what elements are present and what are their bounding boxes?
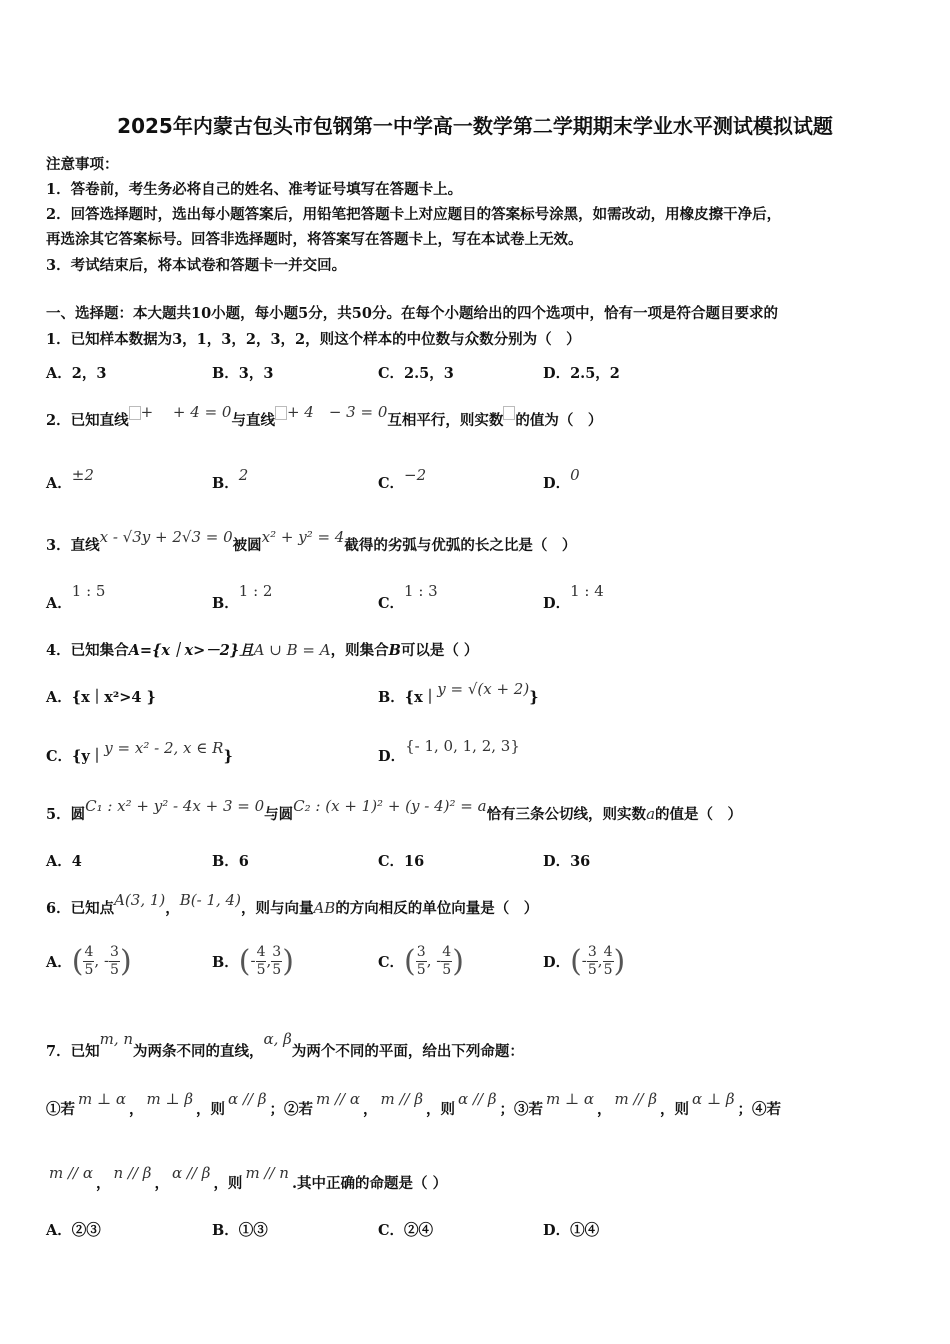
q4-option-b[interactable] xyxy=(378,680,539,707)
fraction: $\frac{4}{5}$ xyxy=(603,944,613,978)
q2-text-2: 与直线 xyxy=(231,412,275,429)
q6-text-4: 的方向相反的单位向量是（ ） xyxy=(335,900,539,917)
page-title: 2025年内蒙古包头市包钢第一中学高一数学第二学期期末学业水平测试模拟试题 xyxy=(117,114,833,138)
proposition-expr: α // β xyxy=(171,1164,211,1182)
proposition-text: ；②若 xyxy=(269,1101,313,1118)
q6-point-b: B(- 1, 4) xyxy=(179,891,241,909)
q2-expr-1: + + 4 = 0 xyxy=(140,403,232,421)
q3-expr-circle: x² + y² = 4 xyxy=(261,528,345,546)
proposition-text: ， xyxy=(96,1175,111,1192)
proposition-text: ， xyxy=(129,1101,144,1118)
separator: , - xyxy=(426,951,442,970)
option-letter: D． xyxy=(378,748,406,765)
q5-option-c[interactable]: C．16 xyxy=(378,853,425,870)
q4-text-1: 4．已知集合 xyxy=(46,642,129,659)
proposition-expr: m // β xyxy=(380,1090,424,1108)
q7-option-b[interactable]: B．①③ xyxy=(212,1222,268,1239)
q6-option-a[interactable]: A．( $\frac{4}{5}$ , - $\frac{3}{5}$ ) xyxy=(46,944,132,979)
proposition-expr: m ⊥ α xyxy=(78,1090,126,1108)
notice-item-3: 3．考试结束后，将本试卷和答题卡一并交回。 xyxy=(46,257,347,274)
option-value: 1 : 5 xyxy=(71,582,106,600)
q7-text-2: 为两条不同的直线， xyxy=(133,1043,264,1060)
option-letter: D． xyxy=(543,595,571,612)
fraction: $\frac{4}{5}$ xyxy=(256,944,266,978)
option-letter: B． xyxy=(212,954,239,971)
option-value: {- 1, 0, 1, 2, 3} xyxy=(405,737,520,755)
option-letter: C．{y｜ xyxy=(46,748,105,765)
q5-circle-2: C₂ : (x + 1)² + (y - 4)² = a xyxy=(293,797,487,815)
proposition-text: ，则 xyxy=(213,1175,243,1192)
question-7-propositions-cont xyxy=(46,1164,453,1193)
fraction: $\frac{3}{5}$ xyxy=(416,944,426,978)
q3-option-a[interactable] xyxy=(46,582,106,613)
proposition-text: ；③若 xyxy=(499,1101,543,1118)
proposition-text: ；④若 xyxy=(737,1101,781,1118)
q7-lines: m, n xyxy=(99,1030,134,1048)
notice-item-2: 2．回答选择题时，选出每小题答案后，用铅笔把答题卡上对应题目的答案标号涂黑，如需改动，用橡皮擦干净后， xyxy=(46,206,782,223)
separator: , - xyxy=(94,951,110,970)
q5-text-4: 的值是（ ） xyxy=(655,806,743,823)
q2-option-d[interactable] xyxy=(543,466,580,493)
q7-text-1: 7．已知 xyxy=(46,1043,100,1060)
proposition-expr: α // β xyxy=(458,1090,497,1108)
q7-option-d[interactable]: D．①④ xyxy=(543,1222,600,1239)
proposition-expr: α // β xyxy=(228,1090,267,1108)
option-letter: A． xyxy=(46,595,72,612)
q6-point-a: A(3, 1) xyxy=(114,891,166,909)
proposition-expr: n // β xyxy=(113,1164,152,1182)
proposition-expr: m // α xyxy=(49,1164,93,1182)
fraction: $\frac{4}{5}$ xyxy=(442,944,452,978)
q1-option-d[interactable]: D．2.5，2 xyxy=(543,365,620,382)
q3-option-b[interactable] xyxy=(212,582,273,613)
proposition-expr: m // α xyxy=(316,1090,360,1108)
option-value: y = √(x + 2) xyxy=(437,680,530,698)
proposition-text: ， xyxy=(154,1175,169,1192)
separator: , xyxy=(266,951,272,970)
q6-text-1: 6．已知点 xyxy=(46,900,115,917)
proposition-text: ， xyxy=(363,1101,378,1118)
option-letter: A． xyxy=(46,475,72,492)
proposition-text: ①若 xyxy=(46,1101,75,1118)
q2-text-1: 2．已知直线 xyxy=(46,412,129,429)
q2-option-a[interactable] xyxy=(46,466,94,493)
q5-option-b[interactable]: B．6 xyxy=(212,853,249,870)
proposition-expr: m ⊥ α xyxy=(546,1090,594,1108)
q1-option-a[interactable]: A．2，3 xyxy=(46,365,107,382)
question-6-stem xyxy=(46,891,539,918)
option-letter: C． xyxy=(378,595,405,612)
q4-option-d[interactable] xyxy=(378,737,520,766)
proposition-text: ，则 xyxy=(196,1101,226,1118)
q2-text-4: 的值为（ ） xyxy=(515,412,603,429)
proposition-text: ，则 xyxy=(660,1101,690,1118)
option-value: y = x² - 2, x ∈ R xyxy=(104,739,224,757)
q5-option-a[interactable]: A．4 xyxy=(46,853,82,870)
question-7-stem xyxy=(46,1030,524,1061)
proposition-text: ， xyxy=(597,1101,612,1118)
option-close: } xyxy=(529,689,539,706)
q7-option-a[interactable]: A．②③ xyxy=(46,1222,101,1239)
q7-option-c[interactable]: C．②④ xyxy=(378,1222,434,1239)
q4-set-b: B xyxy=(388,642,401,659)
formula-placeholder xyxy=(275,406,287,420)
q3-text-1: 3．直线 xyxy=(46,537,100,554)
option-letter: B． xyxy=(212,595,239,612)
notice-heading: 注意事项： xyxy=(46,156,119,173)
proposition-expr: α ⊥ β xyxy=(692,1090,735,1108)
q5-circle-1: C₁ : x² + y² - 4x + 3 = 0 xyxy=(85,797,265,815)
notice-item-1: 1．答卷前，考生务必将自己的姓名、准考证号填写在答题卡上。 xyxy=(46,181,463,198)
option-value: 1 : 2 xyxy=(238,582,273,600)
question-2-stem xyxy=(46,403,603,430)
option-letter: D． xyxy=(543,954,571,971)
q5-text-1: 5．圆 xyxy=(46,806,86,823)
option-letter: D． xyxy=(543,475,571,492)
question-1-stem: 1．已知样本数据为3，1，3，2，3，2，则这个样本的中位数与众数分别为（ ） xyxy=(46,331,581,348)
option-letter: C． xyxy=(378,954,405,971)
option-value: −2 xyxy=(404,466,427,484)
option-letter: A． xyxy=(46,954,72,971)
q7-planes: α, β xyxy=(263,1030,292,1048)
q7-text-3: 为两个不同的平面，给出下列命题： xyxy=(291,1043,524,1060)
question-5-stem xyxy=(46,797,743,824)
notice-item-2-cont: 再选涂其它答案标号。回答非选择题时，将答案写在答题卡上，写在本试卷上无效。 xyxy=(46,231,583,248)
q4-set-a: A={x｜x>－2}且 xyxy=(128,642,254,659)
q2-text-3: 互相平行，则实数 xyxy=(387,412,504,429)
fraction: $\frac{3}{5}$ xyxy=(587,944,597,978)
question-7-propositions xyxy=(46,1090,787,1119)
option-value: 2 xyxy=(238,466,249,484)
option-value: 0 xyxy=(570,466,580,484)
q4-text-3: ，则集合 xyxy=(330,642,389,659)
q6-text-2: ， xyxy=(165,900,180,917)
question-4-stem xyxy=(46,639,478,660)
section-heading: 一、选择题：本大题共10小题，每小题5分，共50分。在每个小题给出的四个选项中，恰有一项是符合题目要求的 xyxy=(46,305,778,322)
q2-option-c[interactable] xyxy=(378,466,427,493)
sign: - xyxy=(250,951,256,970)
fraction: $\frac{3}{5}$ xyxy=(272,944,282,978)
formula-placeholder xyxy=(129,406,141,420)
q5-option-d[interactable]: D．36 xyxy=(543,853,591,870)
option-letter: B．{x｜ xyxy=(378,689,438,706)
q3-expr-line: x - √3y + 2√3 = 0 xyxy=(99,528,233,546)
q2-expr-2: + 4 − 3 = 0 xyxy=(286,403,388,421)
q3-option-d[interactable] xyxy=(543,582,604,613)
q3-option-c[interactable] xyxy=(378,582,438,613)
q5-text-2: 与圆 xyxy=(264,806,294,823)
formula-placeholder xyxy=(503,406,515,420)
q1-option-c[interactable]: C．2.5，3 xyxy=(378,365,454,382)
q5-var: a xyxy=(646,805,656,823)
separator: , xyxy=(597,951,603,970)
sign: - xyxy=(581,951,587,970)
proposition-expr: m // n xyxy=(245,1164,289,1182)
proposition-expr: m ⊥ β xyxy=(146,1090,194,1108)
q6-option-b[interactable]: B．(- $\frac{4}{5}$ , $\frac{3}{5}$ ) xyxy=(212,944,294,979)
q3-text-3: 截得的劣弧与优弧的长之比是（ ） xyxy=(344,537,577,554)
proposition-expr: m // β xyxy=(614,1090,658,1108)
option-value: 1 : 3 xyxy=(404,582,438,600)
q5-text-3: 恰有三条公切线，则实数 xyxy=(486,806,647,823)
q4-option-c[interactable] xyxy=(46,739,233,766)
q4-option-a[interactable]: A．{x｜x²>4 } xyxy=(46,689,156,706)
q6-option-d[interactable]: D．(- $\frac{3}{5}$ , $\frac{4}{5}$ ) xyxy=(543,944,626,979)
q1-option-b[interactable]: B．3，3 xyxy=(212,365,274,382)
fraction: $\frac{3}{5}$ xyxy=(110,944,119,978)
option-value: 1 : 4 xyxy=(570,582,604,600)
question-3-stem xyxy=(46,528,577,555)
proposition-text: ，则 xyxy=(426,1101,456,1118)
q2-option-b[interactable] xyxy=(212,466,249,493)
q3-text-2: 被圆 xyxy=(232,537,262,554)
option-letter: B． xyxy=(212,475,239,492)
fraction: $\frac{4}{5}$ xyxy=(84,944,94,978)
proposition-text: .其中正确的命题是（ ） xyxy=(291,1175,448,1192)
q4-text-5: 可以是（ ） xyxy=(400,642,479,659)
q6-option-c[interactable]: C．( $\frac{3}{5}$ , - $\frac{4}{5}$ ) xyxy=(378,944,464,979)
q6-vector: AB xyxy=(313,899,336,917)
option-close: } xyxy=(223,748,233,765)
q6-text-3: ，则与向量 xyxy=(240,900,314,917)
q4-expr-union: A ∪ B = A xyxy=(253,641,331,659)
option-value: ±2 xyxy=(71,466,94,484)
option-letter: C． xyxy=(378,475,405,492)
